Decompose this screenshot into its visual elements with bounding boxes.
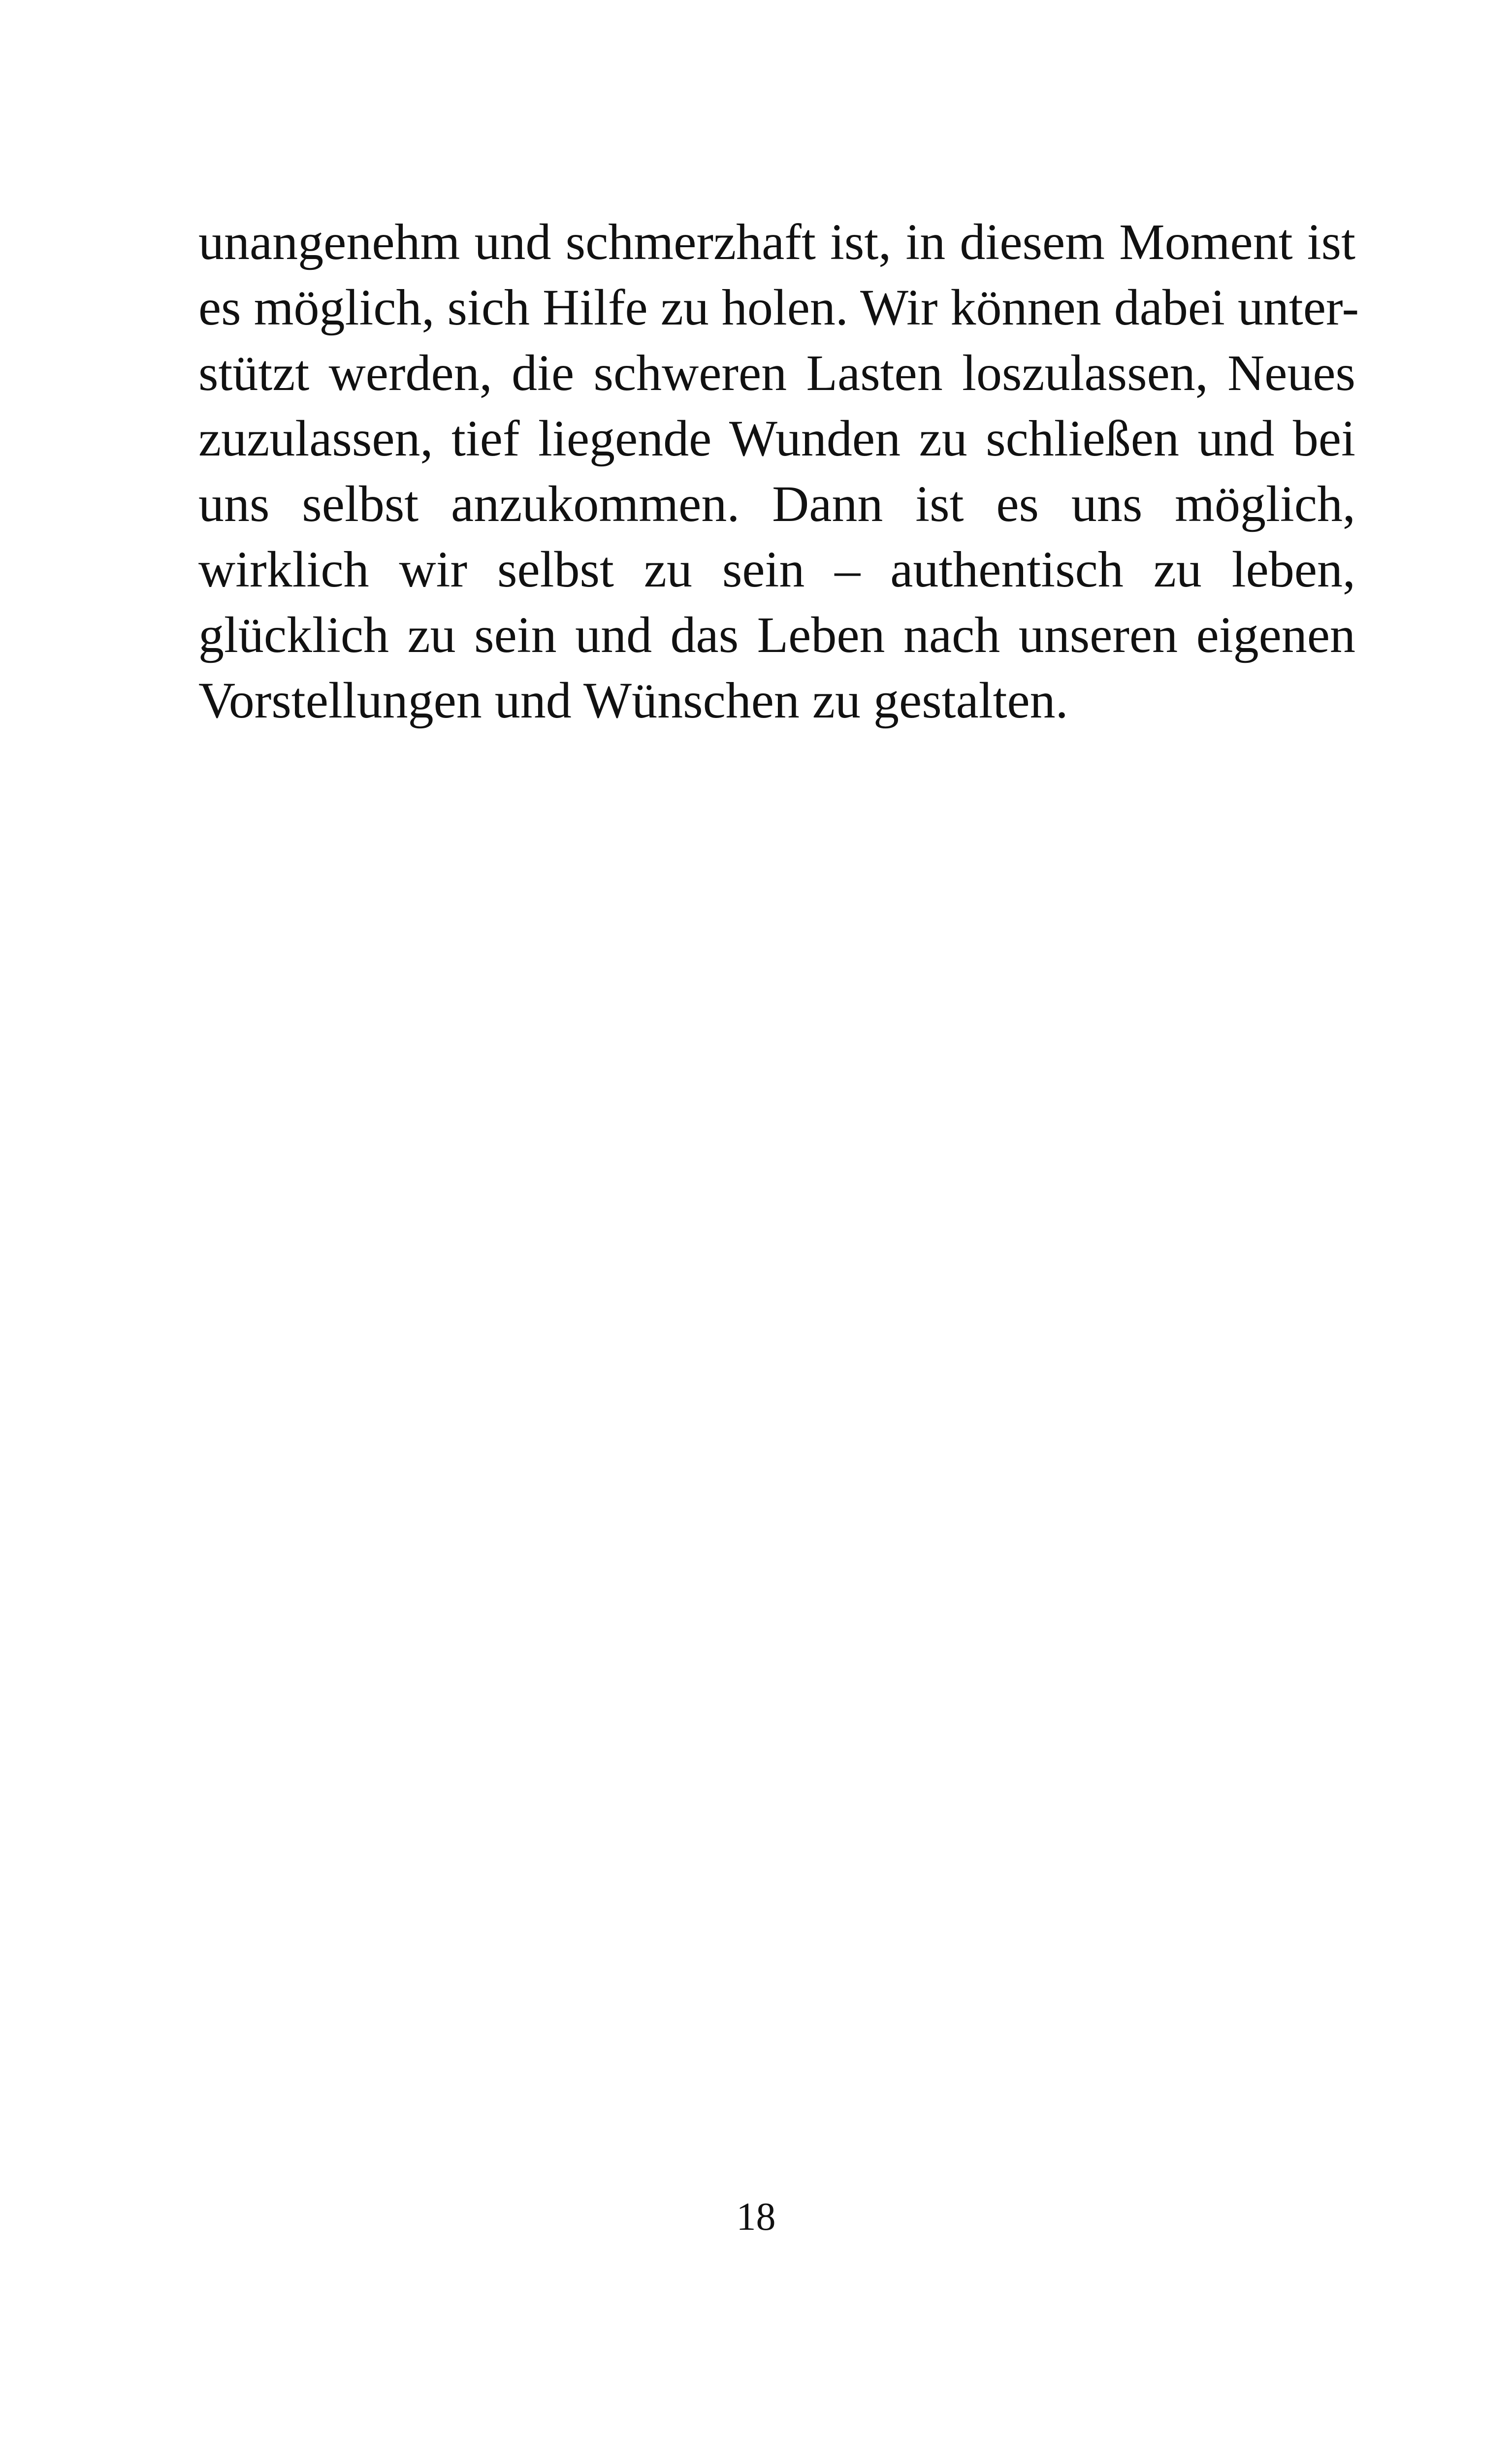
paragraph-line: glücklich zu sein und das Leben nach unseren eigenen <box>198 607 1355 663</box>
paragraph-line: wirklich wir selbst zu sein – authentisch zu leben, <box>198 541 1355 598</box>
paragraph-line: unangenehm und schmerzhaft ist, in diesem Moment ist <box>198 214 1355 270</box>
paragraph-line: Vorstellungen und Wünschen zu gestalten. <box>198 672 1068 729</box>
page-number: 18 <box>736 2195 776 2239</box>
paragraph-line: zuzulassen, tief liegende Wunden zu schließen und bei <box>198 410 1355 467</box>
paragraph-line: uns selbst anzukommen. Dann ist es uns möglich, <box>198 476 1355 532</box>
paragraph-line: es möglich, sich Hilfe zu holen. Wir können dabei unter- <box>198 279 1359 336</box>
body-paragraph <box>198 209 1359 733</box>
paragraph-line: stützt werden, die schweren Lasten loszulassen, Neues <box>198 345 1355 401</box>
